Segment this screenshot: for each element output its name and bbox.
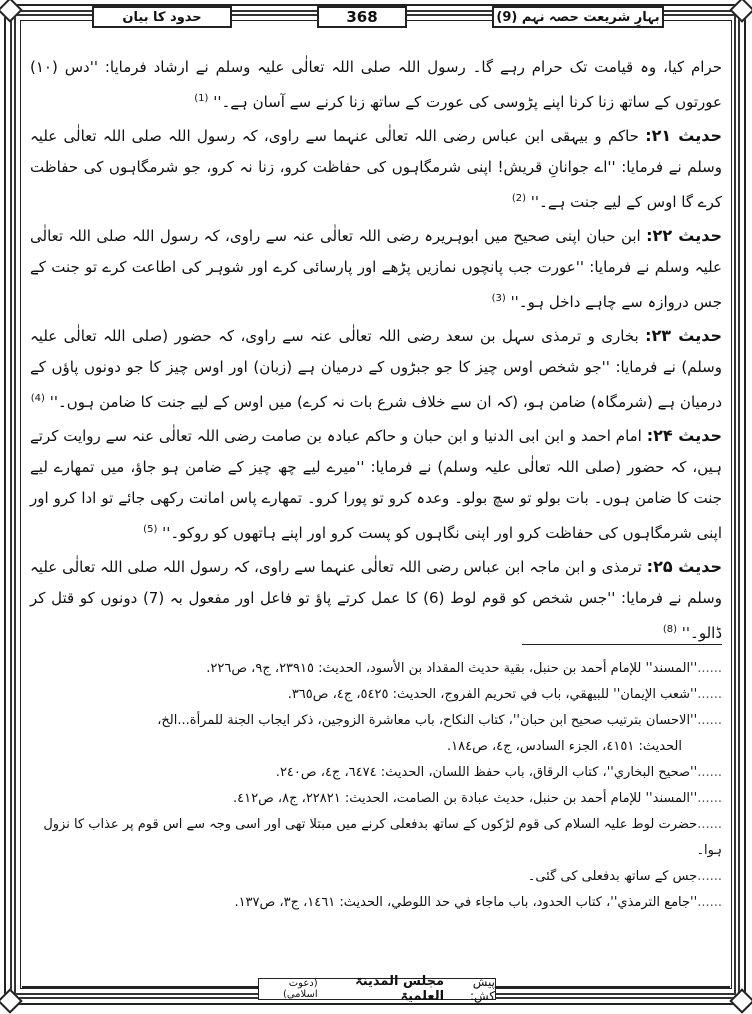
footnote-ref[interactable]: (5) xyxy=(143,524,158,535)
hadith-label: حدیث ۲۱: xyxy=(645,126,722,145)
footer-prefix: پیش کش: xyxy=(469,975,495,1003)
hadith-text: امام احمد و ابن ابی الدنیا و ابن حبان و حاکم عبادہ بن صامت رضی اللہ تعالٰی عنہ سے روایت کرتے ہیں، کہ حضور (صلی اللہ تعالٰی علیہ وسلم) نے فرمایا: ''میرے لیے چھ چیز کے ضامن ہو جاؤ، میں تمھارے لیے جنت کا ضامن ہوں۔ بات بولو تو سچ بولو۔ وعدہ کرو تو پورا کرو۔ تمھارے پاس امانت رکھی جائے تو ادا کرو اور اپنی شرمگاہوں کی حفاظت کرو اور اپنی نگاہوں کو پست کرو اور اپنے ہاتھوں کو روکو۔'' xyxy=(30,427,722,542)
footer-sub: (دعوت اسلامی) xyxy=(282,978,318,1000)
footnote-ref[interactable]: (2) xyxy=(511,193,526,204)
footnote-text: ''جامع الترمذي''، كتاب الحدود، باب ماجاء في حد اللوطي، الحديث: ١٤٦١، ج٣، ص١٣٧. xyxy=(234,895,698,910)
footnote-ref[interactable]: (3) xyxy=(491,293,506,304)
footnote-ref[interactable]: (8) xyxy=(662,624,678,635)
footnote-item: ......''جامع الترمذي''، كتاب الحدود، باب ماجاء في حد اللوطي، الحديث: ١٤٦١، ج٣، ص١٣٧. xyxy=(234,895,722,910)
footnotes xyxy=(30,656,722,916)
hadith-label: حدیث ۲۴: xyxy=(646,426,722,445)
hadith-text: ابن حبان اپنی صحیح میں ابوہریرہ رضی اللہ تعالٰی عنہ سے راوی، کہ رسول اللہ صلی اللہ تعالٰی علیہ وسلم نے فرمایا: ''عورت جب پانچوں نمازیں پڑھے اور پارسائی کرے اور شوہر کی اطاعت کرے تو جنت کے جس دروازہ سے چاہے داخل ہو۔'' xyxy=(30,227,722,311)
footnote-item: ......جس کے ساتھ بدفعلی کی گئی۔ xyxy=(527,869,722,884)
page-number: 368 xyxy=(317,6,407,28)
footnote-text: ''الاحسان بترتيب صحيح ابن حبان''، كتاب النكاح، باب معاشرة الزوجين، ذكر ايجاب الجنة للمرأة...الخ، xyxy=(157,713,698,728)
footnote-item: ......''الاحسان بترتيب صحيح ابن حبان''، كتاب النكاح، باب معاشرة الزوجين، ذكر ايجاب الجنة للمرأة...الخ، xyxy=(157,713,722,728)
footnote-text: حضرت لوط علیہ السلام کی قوم لڑکوں کے ساتھ بدفعلی کرنے میں مبتلا تھی اور اسی وجہ سے اس قوم پر عذاب کا نزول ہوا۔ xyxy=(43,817,722,858)
footnote-ref[interactable]: (4) xyxy=(30,393,45,404)
paragraph-text: حرام کیا، وہ قیامت تک حرام رہے گا۔ رسول اللہ صلی اللہ تعالٰی علیہ وسلم نے ارشاد فرمایا: ''دس (۱۰) عورتوں کے ساتھ زنا کرنا اپنے پڑوسی کی عورت کے ساتھ زنا کرنے سے آسان ہے۔'' xyxy=(30,58,722,111)
hadith-label: حدیث ۲۲: xyxy=(646,226,722,245)
footer-org: مجلس المدینۃ العلمیۃ xyxy=(355,974,445,1004)
page-footer xyxy=(258,974,496,1004)
footnote-separator xyxy=(522,644,722,645)
chapter-title: حدود کا بیان xyxy=(92,6,232,28)
hadith-text: حاکم و بیہقی ابن عباس رضی اللہ تعالٰی عنہما سے راوی، کہ رسول اللہ صلی اللہ تعالٰی علیہ وسلم نے فرمایا: ''اے جوانانِ قریش! اپنی شرمگاہوں کی حفاظت کرو، زنا نہ کرو، جو شرمگاہوں کی حفاظت کرے گا اوس کے لیے جنت ہے۔'' xyxy=(30,127,722,211)
footnote-text: ''المسند'' للإمام أحمد بن حنبل، حديث عبادة بن الصامت، الحديث: ٢٢٨٢١، ج٨، ص٤١٢. xyxy=(232,791,698,806)
page-header xyxy=(92,4,664,30)
footnote-item: ......''المسند'' للإمام أحمد بن حنبل، حديث عبادة بن الصامت، الحديث: ٢٢٨٢١، ج٨، ص٤١٢. xyxy=(232,791,722,806)
book-title: بہارِ شریعت حصہ نہم (9) xyxy=(492,6,664,28)
hadith-paragraph xyxy=(30,420,722,549)
footnote-item: ......''صحيح البخاري''، كتاب الرقاق، باب حفظ اللسان، الحديث: ٦٤٧٤، ج٤، ص٢٤٠. xyxy=(275,765,722,780)
footnote-text: ''المسند'' للإمام أحمد بن حنبل، بقية حديث المقداد بن الأسود، الحديث: ٢٣٩١٥، ج٩، ص٢٢٦. xyxy=(206,661,698,676)
paragraph xyxy=(30,52,722,118)
footnote-item: ......حضرت لوط علیہ السلام کی قوم لڑکوں کے ساتھ بدفعلی کرنے میں مبتلا تھی اور اسی وجہ سے اس قوم پر عذاب کا نزول ہوا۔ xyxy=(43,817,722,858)
footnote-text: الحديث: ٤١٥١، الجزء السادس، ج٤، ص١٨٤. xyxy=(447,739,682,754)
footnote-item: ......''شعب الإيمان'' للبيهقي، باب في تحريم الفروج، الحديث: ٥٤٢٥، ج٤، ص٣٦٥. xyxy=(287,687,722,702)
hadith-text: ترمذی و ابن ماجہ ابن عباس رضی اللہ تعالٰی عنہما سے راوی، کہ رسول اللہ صلی اللہ تعالٰی علیہ وسلم نے فرمایا: ''جس شخص کو قوم لوط (6) کا عمل کرتے پاؤ تو فاعل اور مفعول بہ (7) دونوں کو قتل کر ڈالو۔'' xyxy=(30,558,722,642)
footnote-item: ......''المسند'' للإمام أحمد بن حنبل، بقية حديث المقداد بن الأسود، الحديث: ٢٣٩١٥، ج٩، ص٢٢٦. xyxy=(206,661,722,676)
footnote-ref[interactable]: (1) xyxy=(194,93,209,104)
main-text xyxy=(30,52,722,651)
hadith-paragraph xyxy=(30,220,722,318)
hadith-text: بخاری و ترمذی سہل بن سعد رضی اللہ تعالٰی عنہ سے راوی، کہ حضور (صلی اللہ تعالٰی علیہ وسلم) نے فرمایا: ''جو شخص اوس چیز کا جو جبڑوں کے درمیان ہے (زبان) اور اوس چیز کا جو دونوں پاؤں کے درمیان ہے (شرمگاہ) ضامن ہو، (کہ ان سے خلاف شرع بات نہ کرے) میں اوس کے لیے جنت کا ضامن ہوں۔'' xyxy=(30,327,722,411)
hadith-paragraph xyxy=(30,120,722,218)
hadith-paragraph xyxy=(30,551,722,649)
hadith-label: حدیث ۲۳: xyxy=(645,326,722,345)
hadith-label: حدیث ۲۵: xyxy=(646,557,722,576)
footnote-text: جس کے ساتھ بدفعلی کی گئی۔ xyxy=(527,869,698,884)
footnote-text: ''شعب الإيمان'' للبيهقي، باب في تحريم الفروج، الحديث: ٥٤٢٥، ج٤، ص٣٦٥. xyxy=(287,687,698,702)
footnote-item xyxy=(30,734,722,760)
hadith-paragraph xyxy=(30,320,722,418)
footnote-text: ''صحيح البخاري''، كتاب الرقاق، باب حفظ اللسان، الحديث: ٦٤٧٤، ج٤، ص٢٤٠. xyxy=(275,765,698,780)
